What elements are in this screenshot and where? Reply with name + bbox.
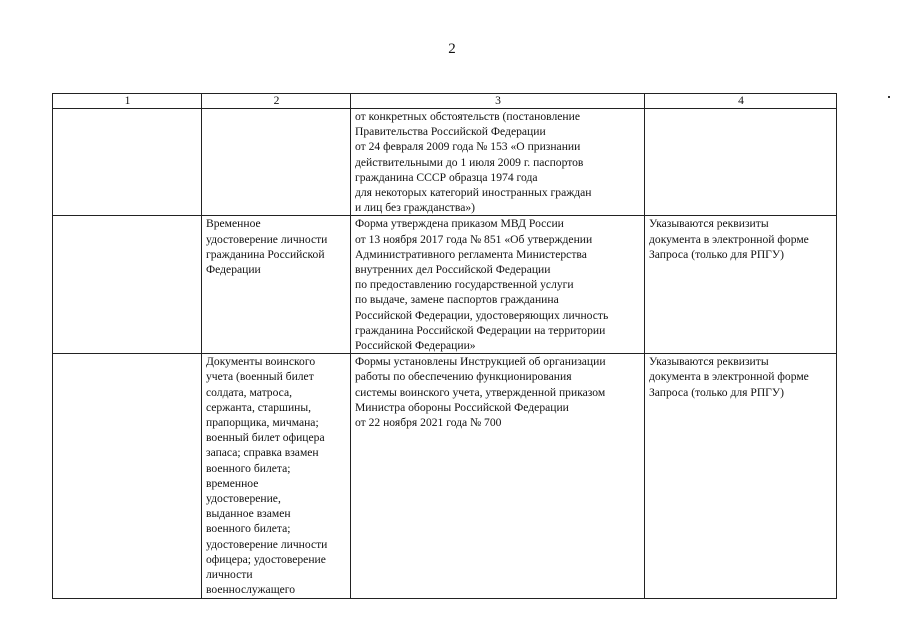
requirements-cell: Указываются реквизиты документа в электронной форме Запроса (только для РПГУ)	[645, 354, 837, 598]
table-cell	[53, 216, 202, 354]
document-type-cell: Документы воинского учета (военный билет солдата, матроса, сержанта, старшины, прапорщика, мичмана; военный билет офицера запаса; справка взамен военного билета; временное удостоверение, выданное взамен военного билета; удостоверение личности офицера; удостоверение личности военнослужащего	[202, 354, 351, 598]
table-row	[53, 354, 837, 598]
column-header-4: 4	[645, 94, 837, 109]
table-cell	[202, 109, 351, 216]
column-header-3: 3	[351, 94, 645, 109]
document-table	[52, 93, 837, 599]
table-header-row	[53, 94, 837, 109]
table-cell: от конкретных обстоятельств (постановление Правительства Российской Федерации от 24 февраля 2009 года № 153 «О признании действительными до 1 июля 2009 г. паспортов гражданина СССР образца 1974 года для некоторых категорий иностранных граждан и лиц без гражданства»)	[351, 109, 645, 216]
legal-basis-cell: Формы установлены Инструкцией об организации работы по обеспечению функционирования системы воинского учета, утвержденной приказом Министра обороны Российской Федерации от 22 ноября 2021 года № 700	[351, 354, 645, 598]
document-type-cell: Временное удостоверение личности гражданина Российской Федерации	[202, 216, 351, 354]
requirements-cell: Указываются реквизиты документа в электронной форме Запроса (только для РПГУ)	[645, 216, 837, 354]
column-header-1: 1	[53, 94, 202, 109]
table-cell	[53, 109, 202, 216]
legal-basis-cell: Форма утверждена приказом МВД России от 13 ноября 2017 года № 851 «Об утверждении Административного регламента Министерства внутренних дел Российской Федерации по предоставлению государственной услуги по выдаче, замене паспортов гражданина Российской Федерации, удостоверяющих личность гражданина Российской Федерации на территории Российской Федерации»	[351, 216, 645, 354]
table-cell	[53, 354, 202, 598]
table-row	[53, 216, 837, 354]
table-row	[53, 109, 837, 216]
page-number: 2	[448, 41, 456, 57]
column-header-2: 2	[202, 94, 351, 109]
scan-speck	[888, 96, 890, 98]
table-cell	[645, 109, 837, 216]
